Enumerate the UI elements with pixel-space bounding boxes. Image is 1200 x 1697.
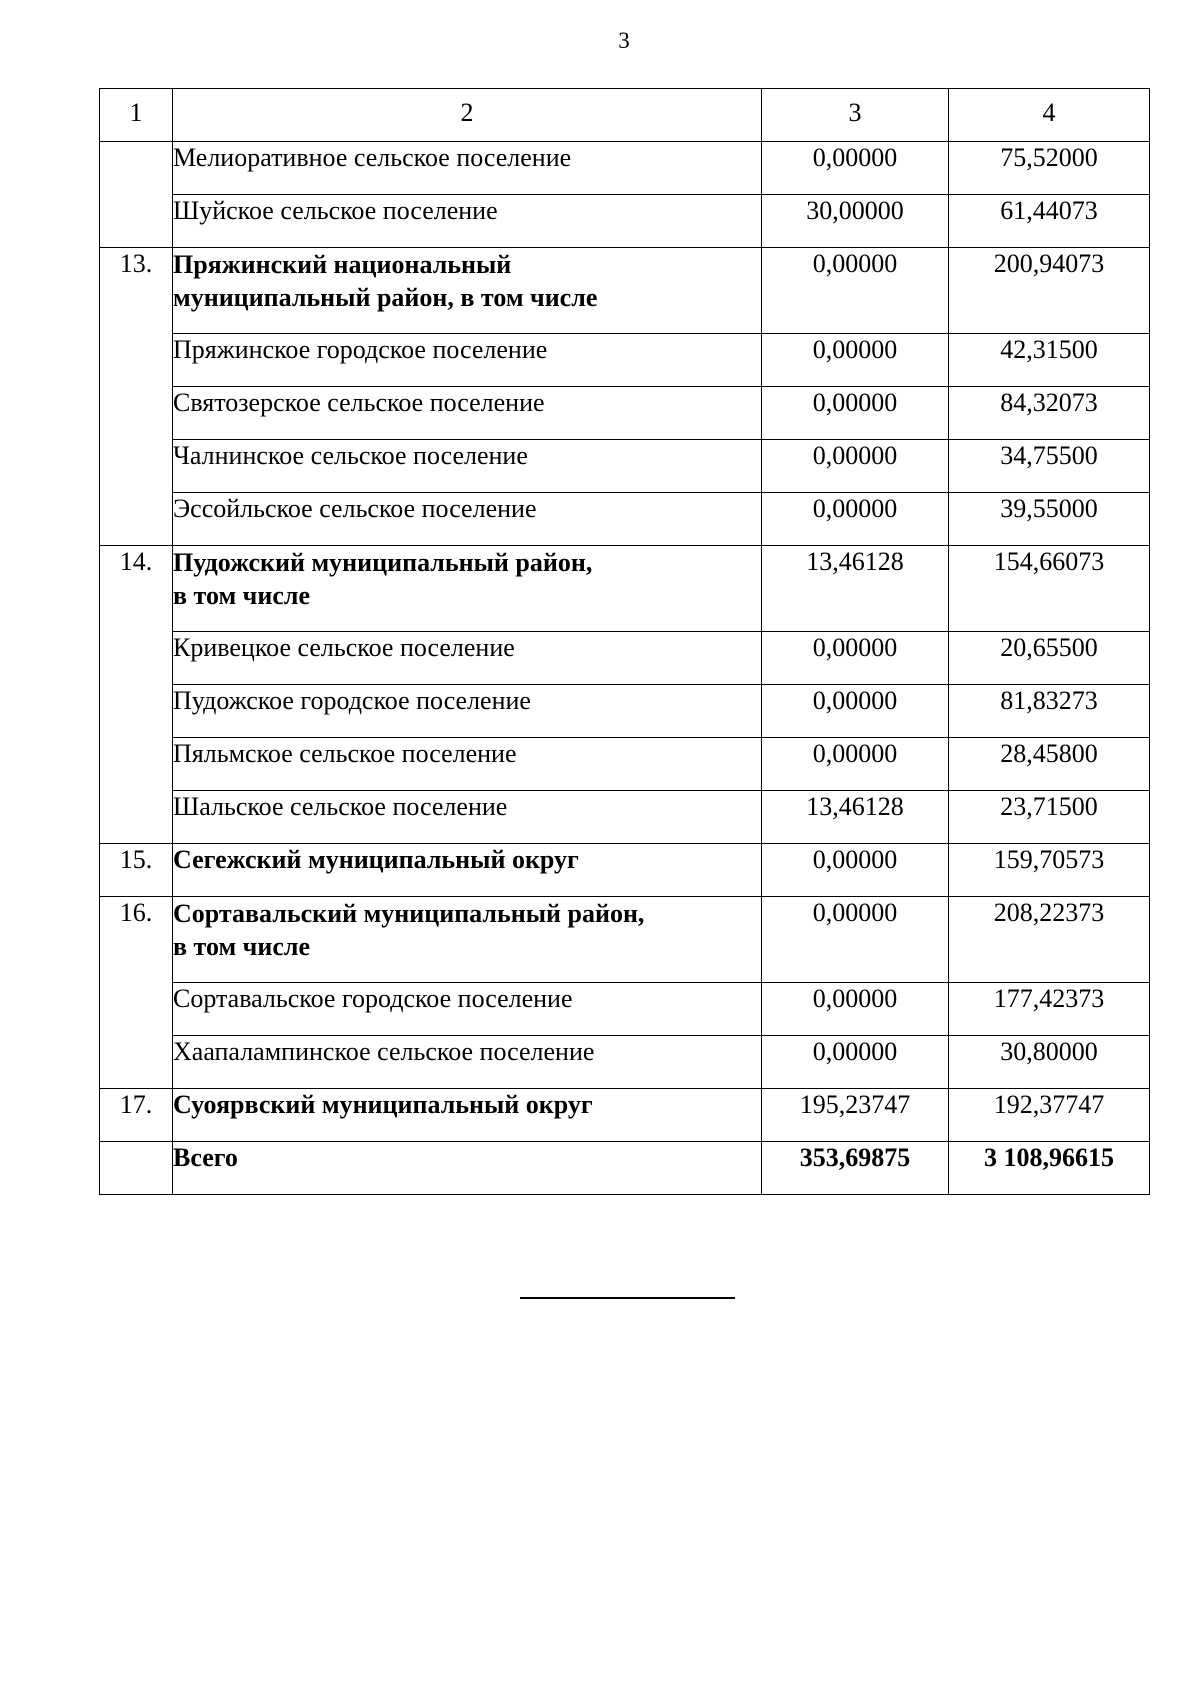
page-number: 3 [618,28,630,53]
allocation-table [99,88,1150,1195]
row-value-col4: 75,52000 [949,142,1150,195]
table-header-row [100,89,1150,142]
row-value-col3: 0,00000 [762,334,949,387]
row-value-col3: 0,00000 [762,685,949,738]
row-name-cell: Сортавальское городское поселение [173,983,762,1036]
row-number-cell: 13. [100,248,173,546]
row-number-cell: 16. [100,897,173,1089]
row-name-cell: Чалнинское сельское поселение [173,440,762,493]
row-number-cell [100,142,173,248]
table-row [100,897,1150,983]
column-header-3: 3 [762,89,949,142]
row-value-col3: 0,00000 [762,1036,949,1089]
row-value-col4: 39,55000 [949,493,1150,546]
row-value-col4: 28,45800 [949,738,1150,791]
table-row [100,1089,1150,1142]
row-value-col4: 200,94073 [949,248,1150,334]
row-value-col3: 30,00000 [762,195,949,248]
row-value-col4: 81,83273 [949,685,1150,738]
row-name-cell: Мелиоративное сельское поселение [173,142,762,195]
table-row [100,387,1150,440]
row-value-col3: 195,23747 [762,1089,949,1142]
table-row [100,546,1150,632]
row-name-cell [173,546,762,632]
total-label: Всего [173,1142,762,1195]
row-value-col3: 0,00000 [762,440,949,493]
row-value-col4: 23,71500 [949,791,1150,844]
row-number-cell: 17. [100,1089,173,1142]
row-value-col4: 84,32073 [949,387,1150,440]
row-value-col3: 0,00000 [762,983,949,1036]
row-value-col4: 34,75500 [949,440,1150,493]
table-row [100,738,1150,791]
row-value-col4: 159,70573 [949,844,1150,897]
row-value-col3: 0,00000 [762,897,949,983]
table-row [100,440,1150,493]
row-name-cell: Хаапалампинское сельское поселение [173,1036,762,1089]
row-name-cell: Эссойльское сельское поселение [173,493,762,546]
row-value-col3: 0,00000 [762,387,949,440]
row-name-cell: Сегежский муниципальный округ [173,844,762,897]
table-row [100,983,1150,1036]
row-name-line: Пудожский муниципальный район, [173,548,593,577]
row-name-cell: Шуйское сельское поселение [173,195,762,248]
end-of-document-line [520,1297,735,1299]
column-header-4: 4 [949,89,1150,142]
row-value-col4: 154,66073 [949,546,1150,632]
row-number-cell: 15. [100,844,173,897]
total-value-col3: 353,69875 [762,1142,949,1195]
row-number-cell [100,1142,173,1195]
table-row [100,195,1150,248]
row-name-cell: Святозерское сельское поселение [173,387,762,440]
table-row [100,493,1150,546]
row-value-col4: 177,42373 [949,983,1150,1036]
table-row [100,632,1150,685]
row-value-col3: 0,00000 [762,632,949,685]
row-value-col4: 208,22373 [949,897,1150,983]
row-value-col3: 0,00000 [762,248,949,334]
table-row [100,791,1150,844]
row-name-line: в том числе [173,581,310,610]
row-name-cell [173,248,762,334]
column-header-1: 1 [100,89,173,142]
row-name-line: Пряжинский национальный [173,250,512,279]
row-name-cell: Пяльмское сельское поселение [173,738,762,791]
row-value-col4: 61,44073 [949,195,1150,248]
row-name-cell: Пудожское городское поселение [173,685,762,738]
row-value-col3: 0,00000 [762,844,949,897]
row-value-col4: 42,31500 [949,334,1150,387]
row-value-col3: 0,00000 [762,493,949,546]
row-name-line: Сортавальский муниципальный район, [173,899,645,928]
row-name-cell: Пряжинское городское поселение [173,334,762,387]
row-value-col4: 192,37747 [949,1089,1150,1142]
table-row [100,248,1150,334]
column-header-2: 2 [173,89,762,142]
table-row [100,334,1150,387]
row-value-col4: 20,65500 [949,632,1150,685]
row-name-cell: Кривецкое сельское поселение [173,632,762,685]
row-name-line: муниципальный район, в том числе [173,283,598,312]
row-name-cell: Шальское сельское поселение [173,791,762,844]
row-value-col3: 0,00000 [762,738,949,791]
row-value-col4: 30,80000 [949,1036,1150,1089]
table-row [100,142,1150,195]
row-name-line: в том числе [173,932,310,961]
row-value-col3: 0,00000 [762,142,949,195]
table-row [100,1036,1150,1089]
row-value-col3: 13,46128 [762,546,949,632]
row-name-cell [173,897,762,983]
table-row [100,685,1150,738]
row-value-col3: 13,46128 [762,791,949,844]
total-value-col4: 3 108,96615 [949,1142,1150,1195]
row-name-cell: Суоярвский муниципальный округ [173,1089,762,1142]
table-row [100,844,1150,897]
row-number-cell: 14. [100,546,173,844]
table-total-row [100,1142,1150,1195]
